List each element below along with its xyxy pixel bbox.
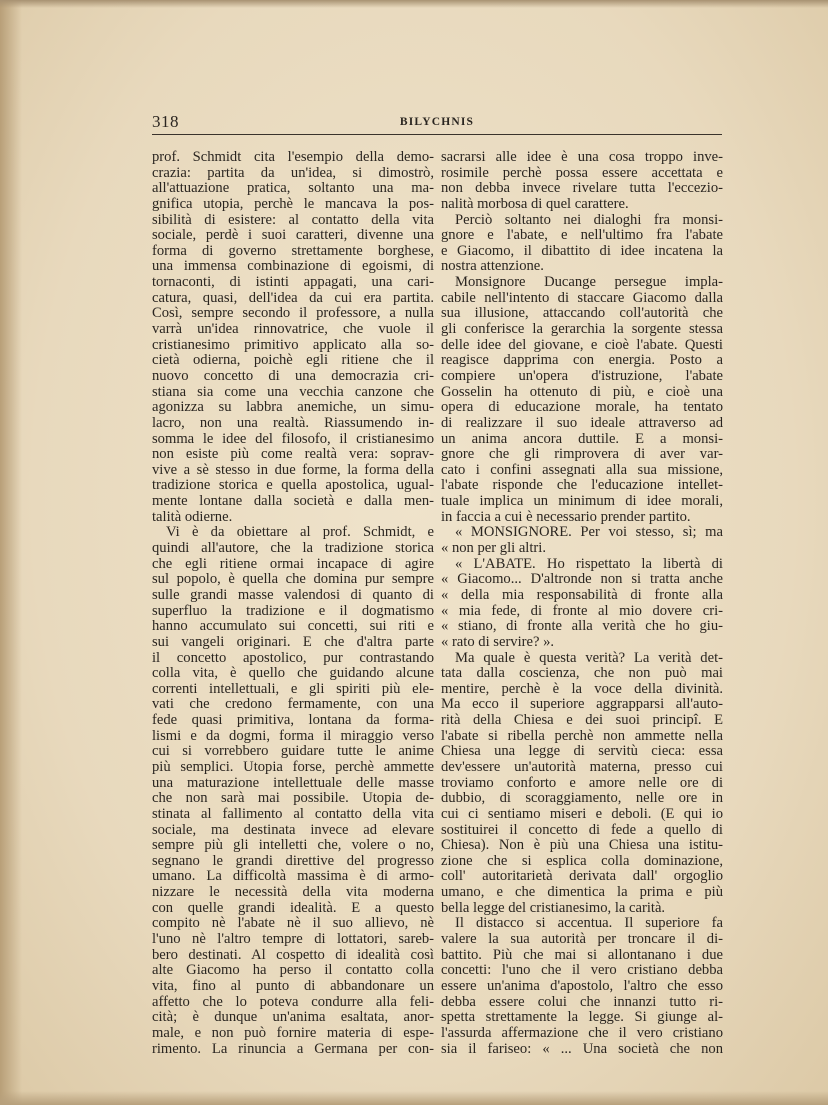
text-line: un anima ancora duttile. E a monsi- — [441, 431, 723, 447]
text-line: Così, sempre secondo il professore, a nulla — [152, 306, 434, 322]
text-line: tata dalla coscienza, che non può mai — [441, 666, 723, 682]
text-line: « rato di servire? ». — [441, 634, 555, 650]
text-line: sibilità di esistere: al contatto della vita — [152, 212, 434, 228]
text-line: reagisce dapprima con energia. Posto a — [441, 353, 723, 369]
text-line: compiere un'opera d'istruzione, l'abate — [441, 368, 723, 384]
text-line: non debba invece rivelare tutta l'eccezio- — [441, 181, 723, 197]
text-line: in faccia a cui è necessario prender partito. — [441, 509, 691, 525]
text-line: l'uno nè l'altro tempre di lottatori, sareb- — [152, 932, 434, 948]
text-line: Il distacco si accentua. Il superiore fa — [455, 916, 723, 932]
text-line: varrà un'idea rinnovatrice, che vuole il — [152, 322, 434, 338]
text-line: « MONSIGNORE. Per voi stesso, sì; ma — [455, 525, 723, 541]
text-line: vati che credono fermamente, con una — [152, 697, 434, 713]
text-line: Perciò soltanto nei dialoghi fra monsi- — [455, 212, 723, 228]
text-line: correnti intellettuali, e gli spiriti più ele- — [152, 681, 434, 697]
text-line: coll' autoritarietà derivata dall' orgoglio — [441, 869, 723, 885]
text-column-right — [441, 150, 723, 1057]
text-line: concetti: l'uno che il vero cristiano debba — [441, 963, 723, 979]
text-line: sacrarsi alle idee è una cosa troppo inve- — [441, 150, 723, 165]
text-line: una maturazione intellettuale delle masse — [152, 775, 434, 791]
text-line: Ma ecco il superiore aggrapparsi all'auto- — [441, 697, 723, 713]
text-line: catura, quasi, dell'idea da cui era partita. — [152, 290, 434, 306]
header-rule — [152, 134, 722, 135]
text-line: lismi e da dogmi, forma il miraggio verso — [152, 728, 434, 744]
text-line: sua illusione, attaccando coll'autorità che — [441, 306, 723, 322]
text-line: alte Giacomo ha perso il contatto colla — [152, 963, 434, 979]
text-line: Monsignore Ducange persegue impla- — [455, 275, 723, 291]
text-line: spetta strettamente la legge. Si giunge al- — [441, 1010, 723, 1026]
text-line: battito. Più che mai si allontanano i due — [441, 947, 723, 963]
text-line: sociale, perdè i suoi caratteri, divenne una — [152, 228, 434, 244]
text-line: tuale implica un minimum di idee morali, — [441, 494, 723, 510]
text-line: gnifica utopia, perchè le mancava la pos- — [152, 196, 434, 212]
text-line: sempre più gli intelletti che, volere o no, — [152, 838, 434, 854]
text-line: valere la sua autorità per troncare il di- — [441, 932, 723, 948]
text-line: segnano le grandi direttive del progresso — [152, 853, 434, 869]
text-line: l'abate si ribella perchè non ammette nella — [441, 728, 723, 744]
text-line: sul popolo, è quella che domina pur sempre — [152, 572, 434, 588]
text-line: vita, fino al punto di abbandonare un — [152, 978, 434, 994]
text-line: cabile nell'intento di staccare Giacomo dalla — [441, 290, 723, 306]
text-line: stiana sia come una vecchia canzone che — [152, 384, 434, 400]
text-line: « non per gli altri. — [441, 541, 546, 557]
text-line: rosimile perchè possa essere accettata e — [441, 165, 723, 181]
text-line: delle idee del giovane, e cioè l'abate. Questi — [441, 337, 723, 353]
text-line: che egli ritiene ormai incapace di agire — [152, 556, 434, 572]
text-line: affetto che lo poteva condurre alla feli- — [152, 994, 434, 1010]
text-line: « L'ABATE. Ho rispettato la libertà di — [455, 556, 723, 572]
text-line: rità della Chiesa e dei suoi principî. E — [441, 713, 723, 729]
text-line: « stiano, di fronte alla verità che ho giu- — [441, 619, 723, 635]
text-line: nuovo concetto di una democrazia cri- — [152, 368, 434, 384]
text-line: umano, e che dimentica la prima e più — [441, 885, 723, 901]
text-line: colla vita, è quello che guidando alcune — [152, 666, 434, 682]
text-line: opera di educazione morale, ha tentato — [441, 400, 723, 416]
text-line: cui si vorrebbero guidare tutte le anime — [152, 744, 434, 760]
text-line: non esiste più come realtà vera: soprav- — [152, 447, 434, 463]
text-column-left — [152, 150, 434, 1057]
text-line: compito nè l'abate nè il suo allievo, nè — [152, 916, 434, 932]
text-line: cristianesimo primitivo applicato alla so- — [152, 337, 434, 353]
text-line: cietà odierna, poichè egli ritiene che il — [152, 353, 434, 369]
text-line: l'abate risponde che l'educazione intellet- — [441, 478, 723, 494]
text-line: mente lontane dalla società e dalla men- — [152, 494, 434, 510]
text-line: superfluo la tradizione e il dogmatismo — [152, 603, 434, 619]
text-line: Vi è da obiettare al prof. Schmidt, e — [166, 525, 434, 541]
text-line: e Giacomo, il dibattito di idee incatena la — [441, 243, 723, 259]
text-line: gnore e l'abate, e nell'ultimo fra l'abate — [441, 228, 723, 244]
text-line: Chiesa una legge di servitù cieca: essa — [441, 744, 723, 760]
text-line: forma di governo strettamente borghese, — [152, 243, 434, 259]
text-line: il concetto apostolico, pur contrastando — [152, 650, 434, 666]
text-line: gnore che gli rimprovera di aver var- — [441, 447, 723, 463]
text-line: lacro, non una realtà. Riassumendo in- — [152, 415, 434, 431]
text-line: stinata al fallimento al contatto della vita — [152, 806, 434, 822]
text-line: quindi all'autore, che la tradizione storica — [152, 541, 434, 557]
text-line: fede quasi primitiva, lontana da forma- — [152, 713, 434, 729]
text-line: gli conferisce la gerarchia la sorgente stessa — [441, 322, 723, 338]
text-line: agonizza su labbra anemiche, un simu- — [152, 400, 434, 416]
text-line: Ma quale è questa verità? La verità det- — [455, 650, 723, 666]
text-line: sociale, ma destinata invece ad elevare — [152, 822, 434, 838]
text-line: essere un'anima d'apostolo, l'altro che esso — [441, 978, 723, 994]
text-line: che non sarà mai possibile. Utopia de- — [152, 791, 434, 807]
text-line: Gosselin ha ottenuto di più, e cioè una — [441, 384, 723, 400]
text-line: una immensa combinazione di egoismi, di — [152, 259, 434, 275]
text-line: vive a sè stesso in due forme, la forma della — [152, 462, 434, 478]
text-line: Chiesa). Non è più una Chiesa una istitu- — [441, 838, 723, 854]
text-line: di realizzare il suo ideale attraverso ad — [441, 415, 723, 431]
text-line: umano. La difficoltà massima è di armo- — [152, 869, 434, 885]
text-line: più semplici. Utopia forse, perchè ammette — [152, 759, 434, 775]
text-line: nalità morbosa di quel carattere. — [441, 196, 629, 212]
text-line: troviamo conforto e amore nelle ore di — [441, 775, 723, 791]
text-line: cità; è dunque un'anima esaltata, anor- — [152, 1010, 434, 1026]
text-line: dev'essere un'autorità materna, presso cui — [441, 759, 723, 775]
text-line: mentire, perchè è la voce della divinità. — [441, 681, 723, 697]
running-head: BILYCHNIS — [399, 116, 475, 128]
text-line: sia il fariseo: « ... Una società che non — [441, 1041, 723, 1057]
text-line: bella legge del cristianesimo, la carità. — [441, 900, 666, 916]
text-line: tornaconti, di istinti appagati, una cari- — [152, 275, 434, 291]
text-line: somma le idee del filosofo, il cristianesimo — [152, 431, 434, 447]
text-line: tradizione storica e quella apostolica, ugual- — [152, 478, 434, 494]
text-line: rimento. La rinuncia a Germana per con- — [152, 1041, 434, 1057]
text-line: male, e non può fornire materia di espe- — [152, 1025, 434, 1041]
text-line: sui vangeli originari. E che d'altra parte — [152, 634, 434, 650]
page-header — [152, 112, 722, 136]
text-line: all'attuazione pratica, soltanto una ma- — [152, 181, 434, 197]
text-line: cui ci sentiamo miseri e deboli. (E qui io — [441, 806, 723, 822]
text-line: crazia: partita da un'idea, si dimostrò, — [152, 165, 434, 181]
text-line: talità odierne. — [152, 509, 233, 525]
text-line: cato i confini assegnati alla sua missione, — [441, 462, 723, 478]
text-line: nizzare le necessità della vita moderna — [152, 885, 434, 901]
text-line: bero destinati. Al cospetto di idealità così — [152, 947, 434, 963]
text-line: nostra attenzione. — [441, 259, 544, 275]
text-line: con quelle grandi idealità. E a questo — [152, 900, 434, 916]
page-edge-shadow-left — [0, 0, 22, 1105]
text-line: prof. Schmidt cita l'esempio della demo- — [152, 150, 434, 165]
text-line: sulle grandi masse valendosi di quanto di — [152, 587, 434, 603]
text-line: dubbio, di scoraggiamento, nelle ore in — [441, 791, 723, 807]
text-line: debba essere colui che innanzi tutto ri- — [441, 994, 723, 1010]
page-edge-shadow-top — [0, 0, 828, 8]
text-line: l'assurda affermazione che il vero cristiano — [441, 1025, 723, 1041]
text-line: sostituirei il concetto di fede a quello di — [441, 822, 723, 838]
text-line: « della mia responsabilità di fronte alla — [441, 587, 723, 603]
page-number: 318 — [152, 112, 179, 131]
page-edge-shadow-bottom — [0, 1091, 828, 1105]
text-line: zione che si esplica colla dominazione, — [441, 853, 723, 869]
text-line: hanno accumulato sui concetti, sui riti e — [152, 619, 434, 635]
text-line: « mia fede, di fronte al mio dovere cri- — [441, 603, 723, 619]
text-line: « Giacomo... D'altronde non si tratta anche — [441, 572, 723, 588]
